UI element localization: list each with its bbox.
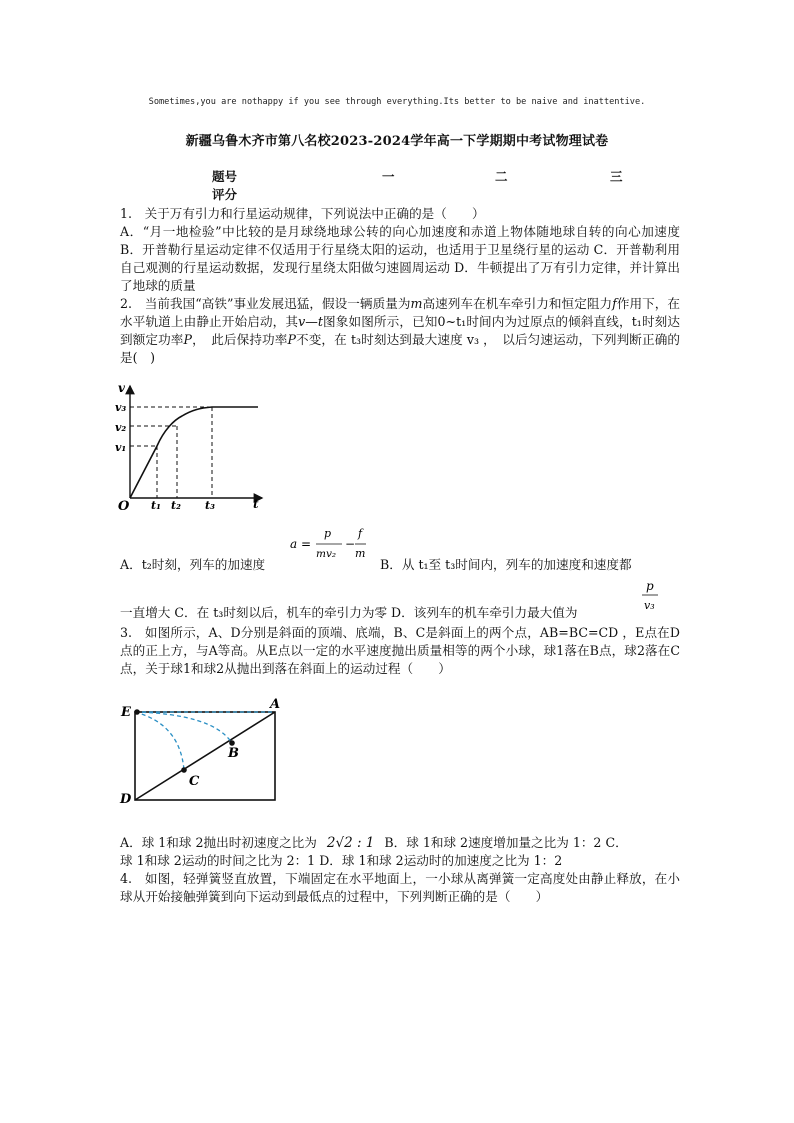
label-question-number: 题号 [212,169,238,184]
q2-option-a-text: A．t₂时刻，列车的加速度 [120,557,266,572]
formula-minus: − [345,537,356,551]
label-v3: v₃ [115,401,127,414]
trajectory-ball-2 [135,712,184,770]
formula-den1: mv₂ [316,548,337,560]
q2-options-cd [120,604,577,622]
question-1-stem: 1. 关于万有引力和行星运动规律，下列说法中正确的是（ ） [120,206,485,221]
formula-den2: m [355,547,366,560]
point-e-dot [134,709,140,715]
incline-figure [118,694,288,809]
q2-var-f: f [612,296,617,311]
column-2: 二 [495,169,508,184]
q2-var-P2: P [287,331,296,347]
question-1-options: A．“月一地检验”中比较的是月球绕地球公转的向心加速度和赤道上物体随地球自转的向心加速度 B．开普勒行星运动定律不仅适用于行星绕太阳的运动，也适用于卫星绕行星的运动 C．开普勒利用自己观测的行星运动数据，发现行星绕太阳做匀速圆周运动 D．牛顿提出了万有引力定律，并计算出了地球的质量 [120,223,680,293]
point-c-dot [181,767,187,773]
question-2-stem [120,295,680,367]
q2-var-P: P [183,331,192,347]
header-motto: Sometimes,you are nothappy if you see through everything.Its better to be naive and inattentive. [148,97,646,107]
incline-slope [135,712,275,800]
label-A: A [270,697,281,712]
q3-ratio: 2√2 : 1 [326,835,375,851]
label-t1: t₁ [151,499,161,512]
question-1 [120,205,680,295]
label-origin: O [118,499,130,514]
formula-lhs: a = [290,537,312,551]
acceleration-formula [290,522,370,564]
question-3-stem [120,624,680,678]
question-4-stem [120,870,680,906]
label-v2: v₂ [115,421,127,434]
q2-option-b-text: B．从 t₁至 t₃时间内，列车的加速度和速度都 [380,557,632,572]
label-t3: t₃ [205,499,215,512]
q2-text-b: 高速列车在机车牵引力和恒定阻力 [422,296,613,311]
label-v: v [118,381,125,395]
label-score: 评分 [212,187,238,202]
label-C: C [189,774,200,789]
column-1: 一 [382,169,395,184]
q3-option-cd-text: 球 1和球 2运动的时间之比为 2：1 D．球 1和球 2运动时的加速度之比为 1：2 [120,853,563,868]
score-table-header-row [212,167,662,185]
label-t2: t₂ [171,499,181,512]
q2-text-e: ， 此后保持功率 [192,331,288,347]
q2-text-c: 作用下，在水平轨道上由静止开始启动，其 [120,296,681,329]
q2-option-a [120,556,265,574]
q2-var-vt: v—t [298,313,323,329]
vt-graph [112,378,272,513]
score-table-score-row [212,185,662,203]
vt-curve [130,407,258,498]
q2-text-d: 图象如图所示，已知0~t₁时间内为过原点的倾斜直线，t₁时刻达到额定功率 [120,313,681,347]
q3-options-line1 [120,834,628,853]
score-table [212,167,662,203]
label-B: B [228,746,239,761]
point-b-dot [229,740,235,746]
formula-num2: f [358,527,363,540]
q3-stem-text: 3. 如图所示，A、D分别是斜面的顶端、底端，B、C是斜面上的两个点，AB=BC=CD ，E点在D点的正上方，与A等高。从E点以一定的水平速度抛出质量相等的两个小球，球1落在B点，球2落在C点，关于球1和球2从抛出到落在斜面上的运动过程（ ） [120,625,680,676]
q2-text-f: 不变，在 t₃时刻达到最大速度 v₃ ， 以后匀速运动，下列判断正确的是( ) [120,331,681,365]
column-3: 三 [610,169,623,184]
fraction-denominator: v₃ [644,599,655,612]
q3-option-a-text: A．球 1和球 2抛出时初速度之比为 [120,835,317,850]
q2-option-cd-text: 一直增大 C．在 t₃时刻以后，机车的牵引力为零 D．该列车的机车牵引力最大值为 [120,605,578,620]
q2-option-b [380,556,632,574]
label-v1: v₁ [115,441,127,454]
q3-option-bc-text: B．球 1和球 2速度增加量之比为 1：2 C． [384,835,628,850]
q3-options-line2 [120,852,562,870]
label-t: t [253,497,259,511]
q4-stem-text: 4. 如图，轻弹簧竖直放置，下端固定在水平地面上，一小球从离弹簧一定高度处由静止释放，在小球从开始接触弹簧到向下运动到最低点的过程中，下列判断正确的是（ ） [120,871,680,904]
label-D: D [120,792,132,807]
max-force-fraction [640,578,662,614]
q2-text-a: 2. 当前我国“高铁”事业发展迅猛，假设一辆质量为 [120,296,411,311]
formula-num1: p [324,527,332,540]
label-E: E [121,705,131,720]
q2-var-m: m [410,296,423,311]
fraction-numerator: p [646,579,654,593]
exam-title: 新疆乌鲁木齐市第八名校2023-2024学年高一下学期期中考试物理试卷 [185,134,609,149]
